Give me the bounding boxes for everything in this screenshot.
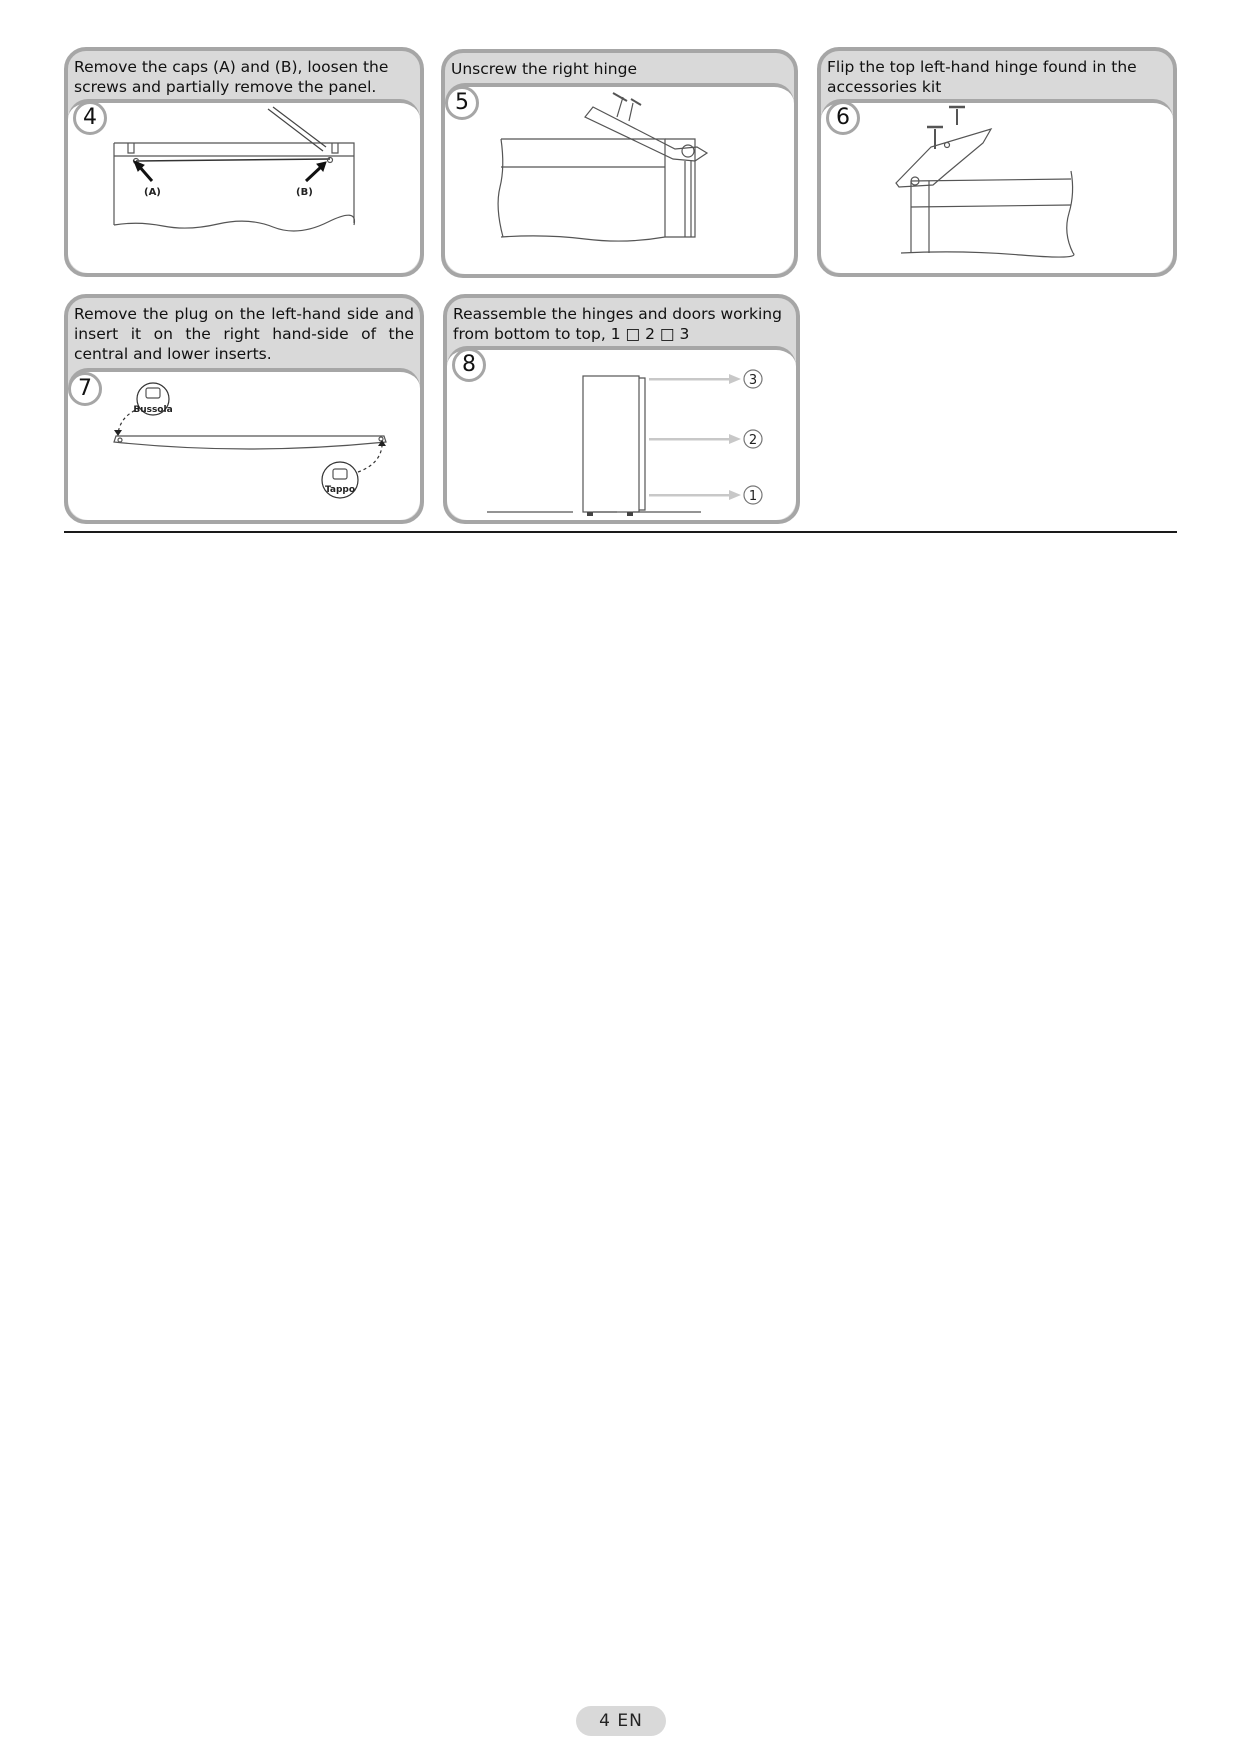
door-reassembly-drawing [447, 350, 796, 524]
step-7-caption: Remove the plug on the left-hand side and insert it on the right hand-side of the central and lower inserts. [74, 305, 414, 363]
step-5-number: 5 [445, 86, 479, 120]
step-6-illustration [821, 99, 1173, 273]
marker-2: 2 [748, 433, 758, 448]
step-5-illustration [445, 83, 794, 274]
step-8-panel [443, 294, 800, 524]
step-7-panel [64, 294, 424, 524]
plug-swap-drawing [68, 372, 420, 524]
step-4-number: 4 [73, 101, 107, 135]
marker-3: 3 [748, 373, 758, 388]
step-6-panel [817, 47, 1177, 277]
hinge-unscrew-drawing [445, 87, 794, 282]
step-8-number: 8 [452, 348, 486, 382]
step-4-illustration [68, 99, 420, 273]
panel-removal-drawing [68, 103, 420, 277]
label-b: (B) [296, 187, 313, 198]
page-number: 4 EN [576, 1706, 666, 1736]
hinge-flip-drawing [821, 103, 1173, 277]
step-4-caption: Remove the caps (A) and (B), loosen the screws and partially remove the panel. [74, 58, 389, 96]
step-5-caption: Unscrew the right hinge [451, 60, 637, 78]
label-a: (A) [144, 187, 161, 198]
step-5-panel [441, 49, 798, 278]
step-6-caption: Flip the top left-hand hinge found in the accessories kit [827, 58, 1137, 96]
label-bussola: Bussola [133, 405, 173, 415]
marker-1: 1 [748, 489, 758, 504]
section-divider [64, 531, 1177, 533]
step-7-illustration [68, 368, 420, 520]
step-7-number: 7 [68, 372, 102, 406]
step-8-caption: Reassemble the hinges and doors working from bottom to top, 1 □ 2 □ 3 [453, 305, 782, 343]
step-4-panel [64, 47, 424, 277]
label-tappo: Tappo [324, 485, 356, 495]
step-8-illustration [447, 346, 796, 520]
step-6-number: 6 [826, 101, 860, 135]
